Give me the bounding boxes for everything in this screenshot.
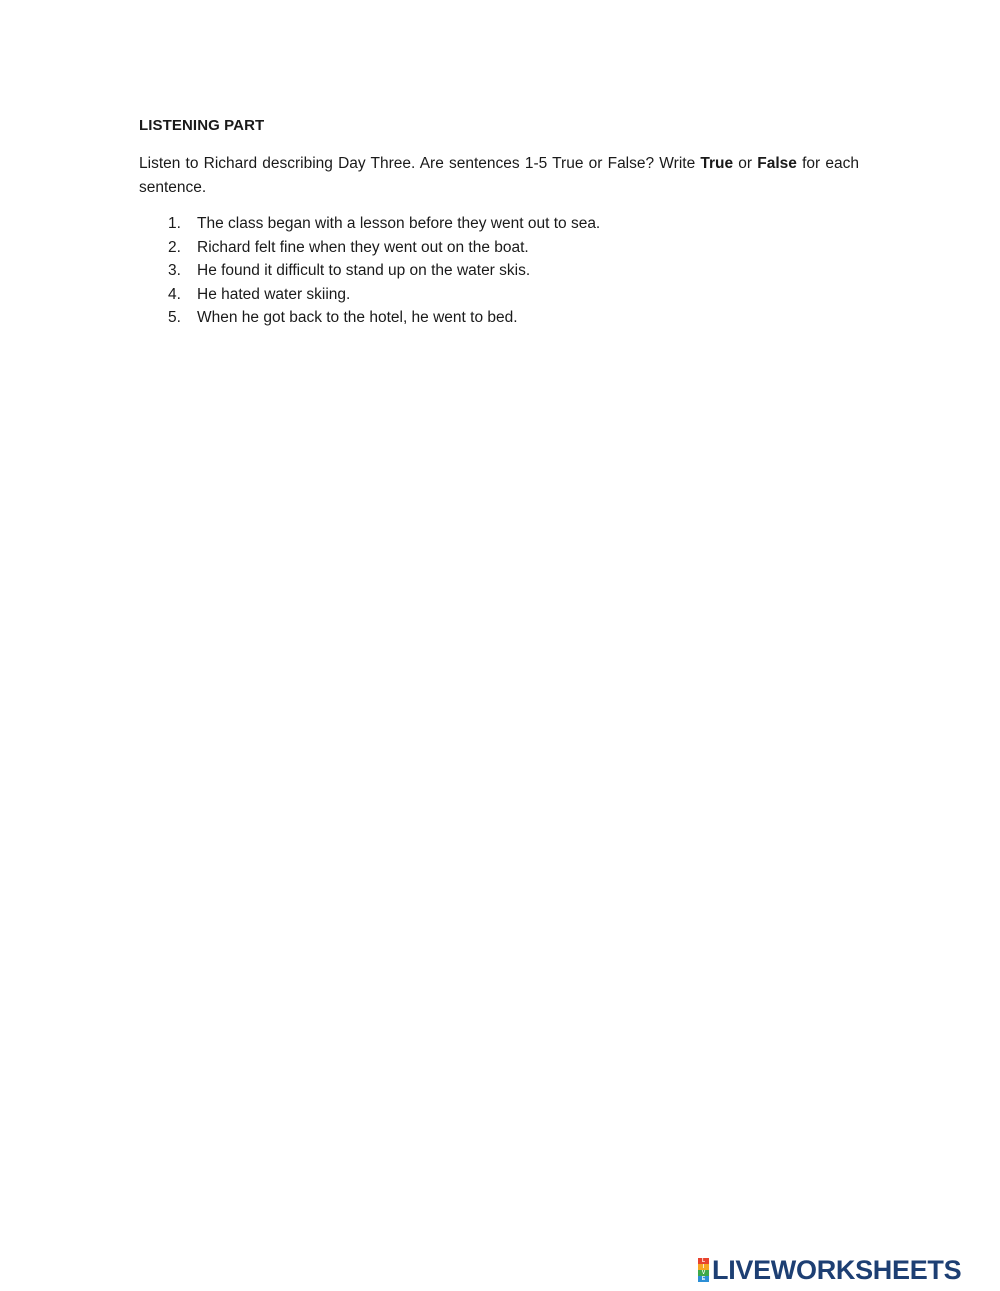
section-heading: LISTENING PART	[139, 117, 265, 134]
logo-block-l: L	[698, 1258, 709, 1264]
liveworksheets-logo	[698, 1255, 961, 1285]
logo-block-i: I	[698, 1264, 709, 1270]
item-text: When he got back to the hotel, he went to bed.	[197, 309, 518, 327]
logo-text: LIVEWORKSHEETS	[712, 1254, 962, 1285]
item-text: Richard felt fine when they went out on the boat.	[197, 238, 529, 256]
item-number: 3.	[168, 262, 181, 280]
item-number: 1.	[168, 215, 181, 232]
item-text: He found it difficult to stand up on the water skis.	[197, 262, 531, 280]
item-number: 2.	[168, 238, 181, 256]
logo-block-e: E	[698, 1276, 709, 1282]
item-text: The class began with a lesson before they went out to sea.	[197, 215, 601, 232]
item-number: 5.	[168, 309, 181, 327]
instructions-text-2: or	[733, 155, 758, 172]
instructions-false-word: False	[757, 155, 797, 172]
logo-blocks-icon	[698, 1258, 709, 1282]
item-text: He hated water skiing.	[197, 285, 351, 303]
logo-block-v: V	[698, 1270, 709, 1276]
instructions-text-1: Listen to Richard describing Day Three. Are sentences 1-5 True or False? Write	[139, 155, 701, 172]
instructions-text-3: for each sentence.	[139, 155, 859, 196]
instructions	[139, 152, 859, 199]
item-number: 4.	[168, 285, 181, 303]
instructions-true-word: True	[700, 155, 734, 172]
